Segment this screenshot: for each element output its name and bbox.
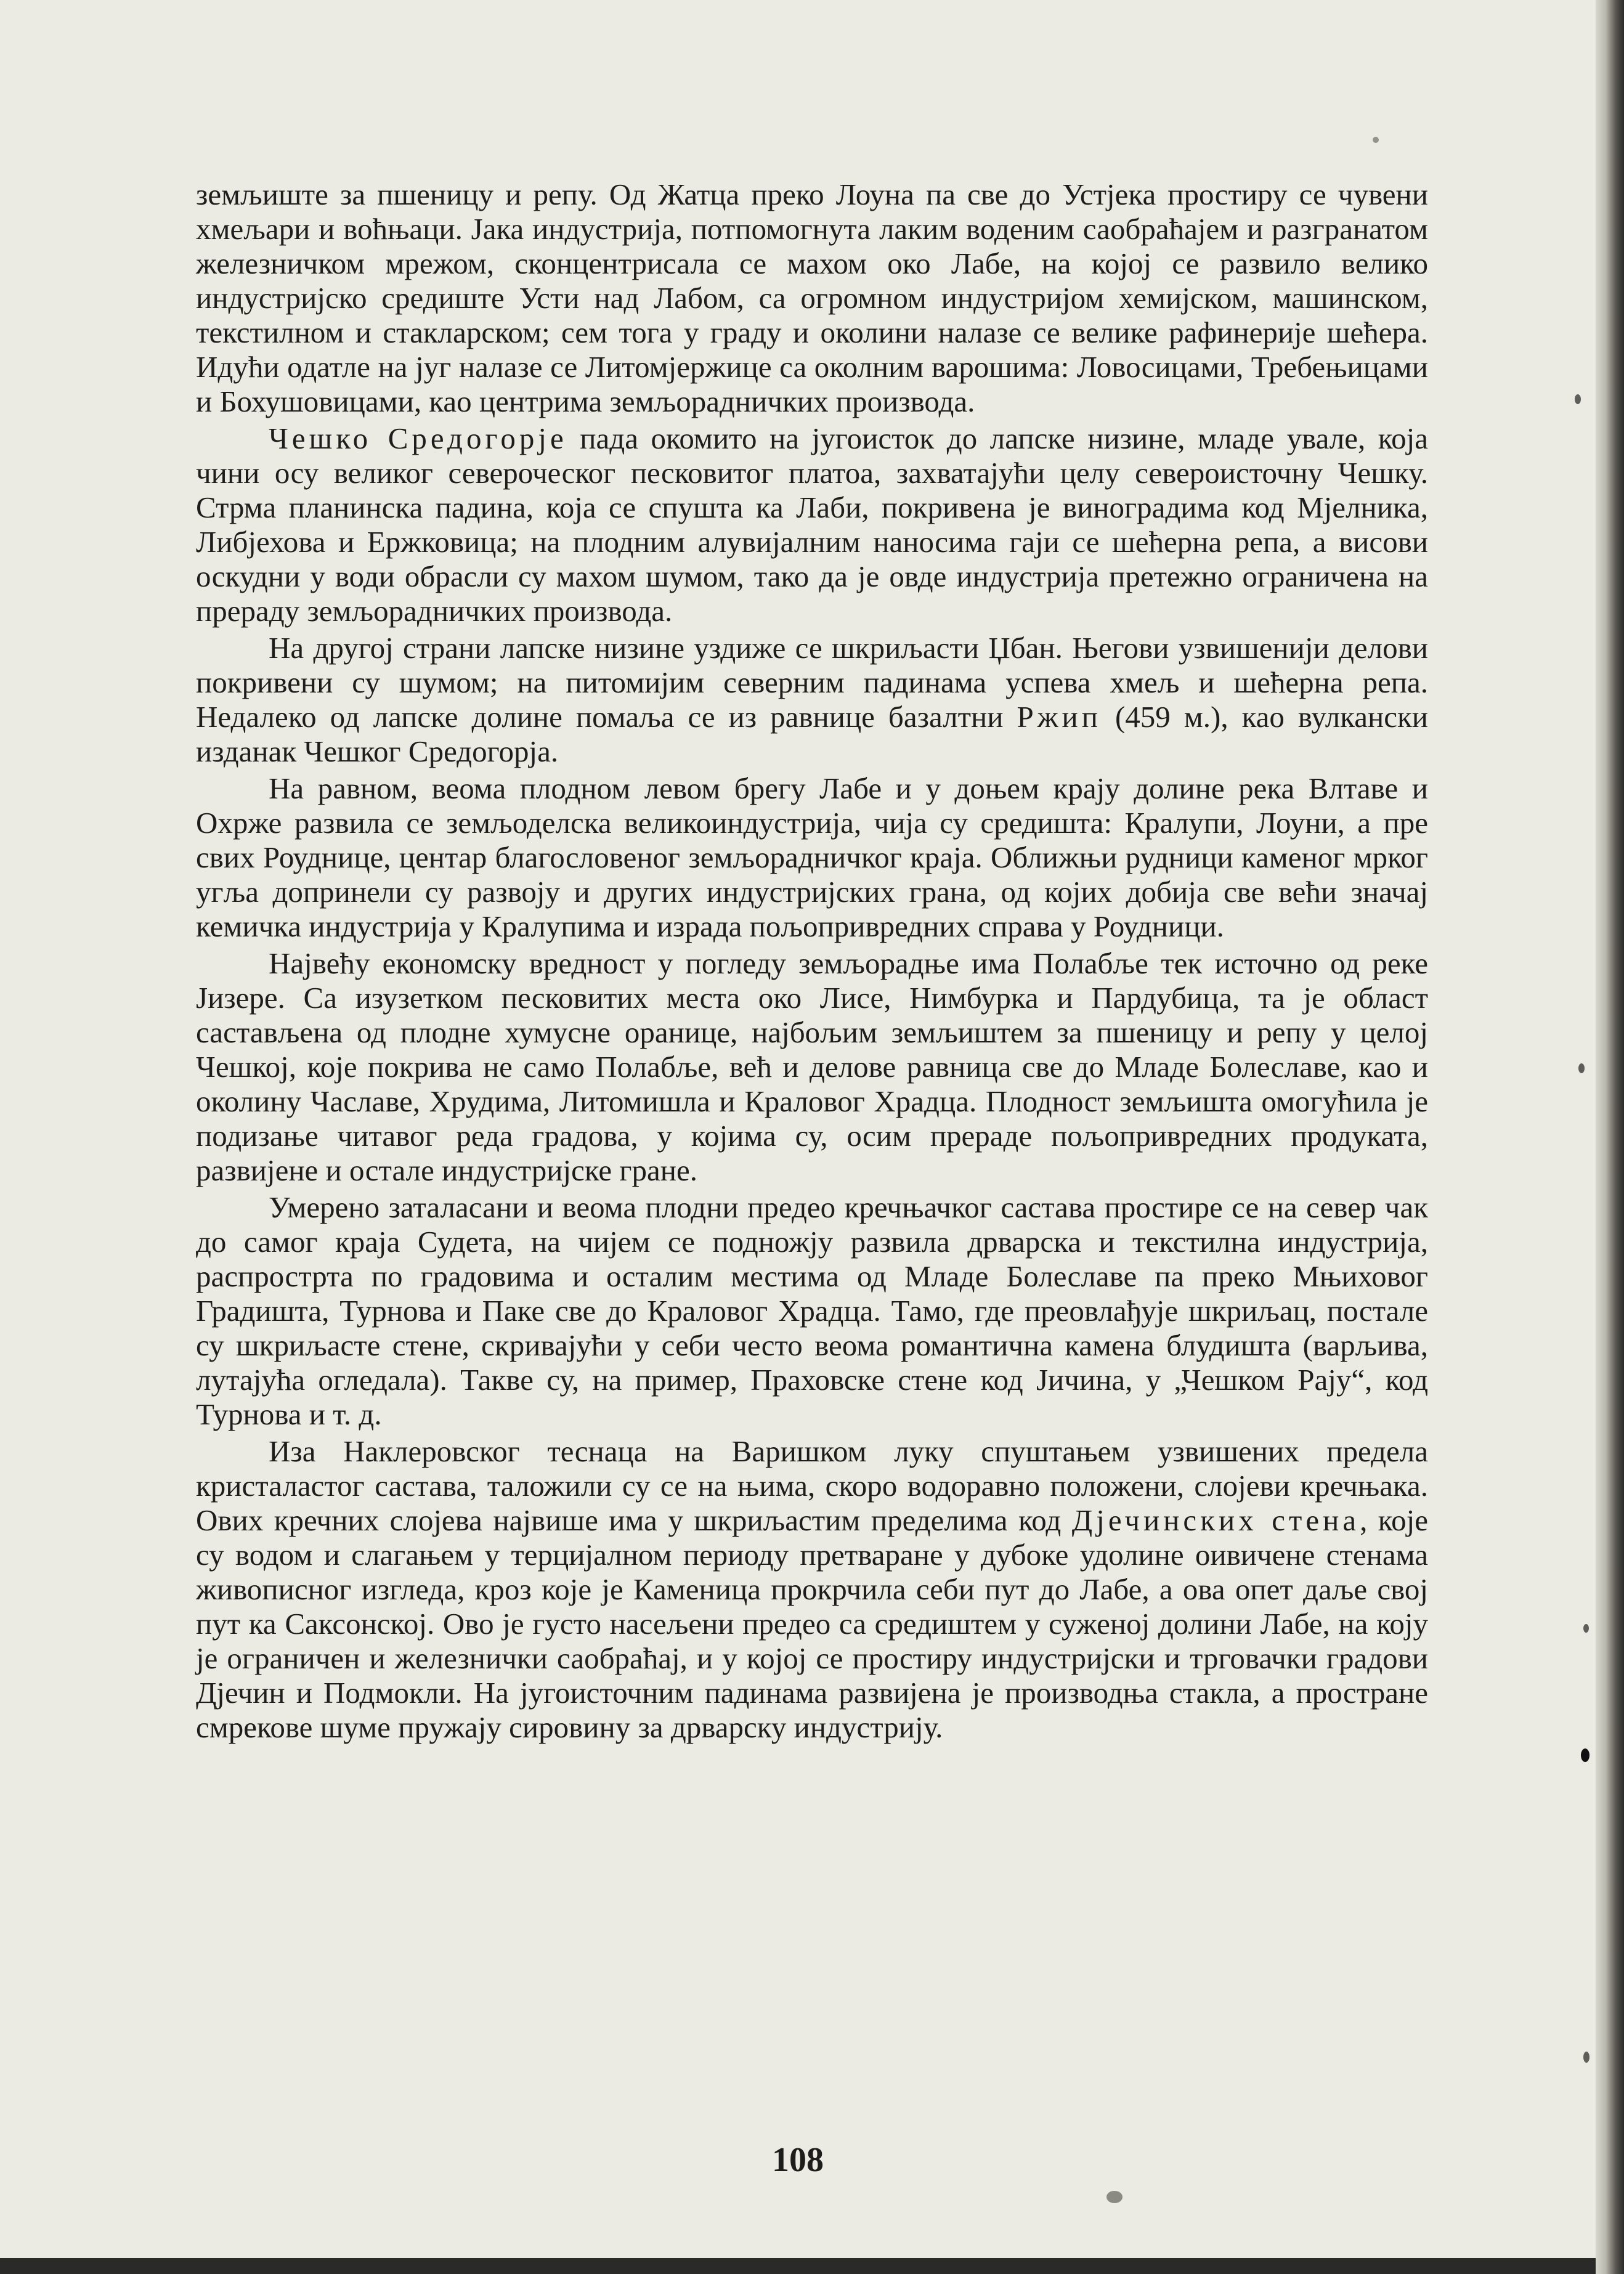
paragraph-1-text: земљиште за пшеницу и репу. Од Жатца преко Лоуна па све до Устјека простиру се чувени хмељари и воћњаци. Јака индустрија, потпомогнута лаким воденим саобраћајем и разгранатом железничком мрежом, сконцентрисала се махом око Лабе, на којој се развило велико индустријско средиште Усти над Лабом, са огромном индустријом хемијском, машинском, текстилном и стакларском; сем тога у граду и околини налазе се велике рафинерије шећера. Идући одатле на југ налазе се Литомјержице са околним варошима: Ловосицами, Требењицами и Бохушовицами, као центрима земљорадничких производа. (196, 177, 1428, 418)
paragraph-5 (196, 946, 1428, 1188)
ink-speck (1575, 394, 1581, 404)
ink-speck (1373, 137, 1379, 143)
book-spine-shadow (1596, 0, 1624, 2274)
paragraph-6 (196, 1190, 1428, 1432)
body-text (196, 177, 1428, 1747)
paragraph-7-spaced-term: Дјечинских стена (1071, 1503, 1360, 1537)
ink-speck (1106, 2191, 1123, 2203)
paragraph-3-spaced-term: Ржип (1017, 700, 1102, 734)
paragraph-2-spaced-term: Чешко Средогорје (269, 421, 567, 455)
paragraph-3 (196, 631, 1428, 769)
ink-speck (1583, 2052, 1589, 2063)
ink-speck (1581, 1748, 1589, 1762)
paragraph-7-text-a: Иза Наклеровског теснаца на Варишком луку спуштањем узвишених предела кристаластог састава, таложили су се на њима, скоро водоравно положени, слојеви кречњака. Ових кречних слојева највише има у шкриљастим пределима код (196, 1434, 1428, 1537)
paragraph-2-text: пада окомито на југоисток до лапске низине, младе увале, која чини осу великог североческог песковитог платоа, захватајући целу североисточну Чешку. Стрма планинска падина, која се спушта ка Лаби, покривена је виноградима код Мјелника, Либјехова и Ержковица; на плодним алувијалним наносима гаји се шећерна репа, а висови оскудни у води обрасли су махом шумом, тако да је овде индустрија претежно ограничена на прераду земљорадничких производа. (196, 421, 1428, 628)
ink-speck (1583, 1624, 1589, 1633)
page-number: 108 (772, 2141, 824, 2179)
ink-speck (1578, 1063, 1585, 1073)
paragraph-6-text: Умерено заталасани и веома плодни предео кречњачког састава простире се на север чак до самог краја Судета, на чијем се подножју развила дрварска и текстилна индустрија, распрострта по градовима и осталим местима од Младе Болеславе па преко Мњиховог Градишта, Турнова и Паке све до Краловог Храдца. Тамо, где преовлађује шкриљац, постале су шкриљасте стене, скривајући у себи често веома романтична камена блудишта (варљива, лутајућа огледала). Такве су, на пример, Праховске стене код Јичина, у „Чешком Рају“, код Турнова и т. д. (196, 1190, 1428, 1431)
paragraph-2 (196, 421, 1428, 628)
paragraph-3-text-b: (459 м.), као вулкански изданак Чешког Средогорја. (196, 700, 1428, 768)
paragraph-1 (196, 177, 1428, 419)
paragraph-3-text-a: На другој страни лапске низине уздиже се шкриљасти Џбан. Његови узвишенији делови покривени су шумом; на питомијим северним падинама успева хмељ и шећерна репа. Недалеко од лапске долине помаља се из равнице базалтни (196, 631, 1428, 734)
paragraph-7-text-b: , које су водом и слагањем у терцијалном периоду претваране у дубоке удолине оивичене стенама живописног изгледа, кроз које је Каменица прокрчила себи пут до Лабе, а ова опет даље свој пут ка Саксонској. Ово је густо насељени предео са средиштем у суженој долини Лабе, на коју је ограничен и железнички саобраћај, и у којој се простиру индустријски и трговачки градови Дјечин и Подмокли. На југоисточним падинама развијена је производња стакла, а простране смрекове шуме пружају сировину за дрварску индустрију. (196, 1503, 1428, 1744)
paragraph-7 (196, 1434, 1428, 1745)
paragraph-5-text: Највећу економску вредност у погледу земљорадње има Полабље тек источно од реке Јизере. Са изузетком песковитих места око Лисе, Нимбурка и Пардубица, та је област састављена од плодне хумусне оранице, најбољим земљиштем за пшеницу и репу у целој Чешкој, које покрива не само Полабље, већ и делове равница све до Младе Болеславе, као и околину Чаславе, Хрудима, Литомишла и Краловог Храдца. Плодност земљишта омогућила је подизање читавог реда градова, у којима су, осим прераде пољопривредних продуката, развијене и остале индустријске гране. (196, 946, 1428, 1187)
paragraph-4 (196, 771, 1428, 944)
paragraph-4-text: На равном, веома плодном левом брегу Лабе и у доњем крају долине река Влтаве и Охрже развила се земљоделска великоиндустрија, чија су средишта: Кралупи, Лоуни, а пре свих Роуднице, центар благословеног земљорадничког краја. Оближњи рудници каменог мрког угља допринели су развоју и других индустријских грана, од којих добија све већи значај кемичка индустрија у Кралупима и израда пољопривредних справа у Роудници. (196, 771, 1428, 943)
